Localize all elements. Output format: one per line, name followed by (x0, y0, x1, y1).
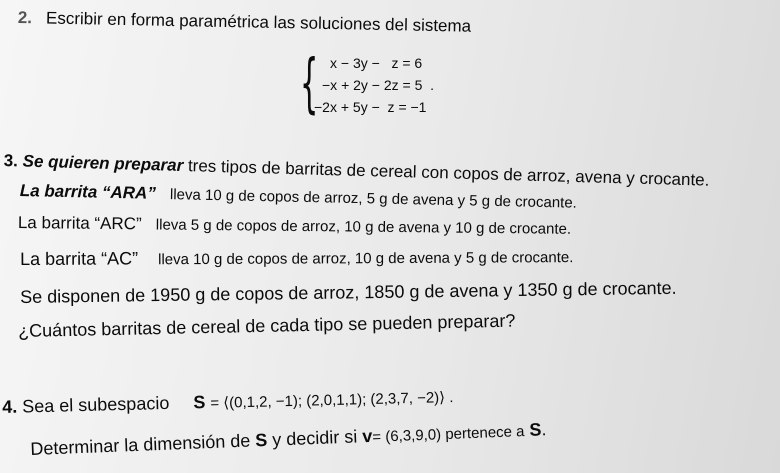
barrita-arc-line (18, 214, 571, 237)
problem-2-statement: Escribir en forma paramétrica las soluciones del sistema (45, 8, 472, 36)
subspace-symbol: S (193, 392, 206, 413)
barrita-arc-text: lleva 5 g de copos de arroz, 10 g de avena y 10 g de crocante. (155, 216, 572, 238)
problem-4-number: 4. (1, 396, 18, 417)
task-vector-v: v (361, 425, 373, 447)
barrita-ac-label: La barrita “AC” (19, 248, 139, 269)
equation-3: −2x + 5y − z = −1 (314, 99, 427, 115)
problem-4-task (30, 420, 547, 458)
task-symbol-s-2: S (529, 419, 542, 440)
problem-3-intro-lead: Se quieren preparar (22, 151, 184, 176)
barrita-ac-line (20, 247, 573, 268)
problem-2-number: 2. (17, 8, 33, 28)
problem-2-title (18, 9, 472, 35)
problem-3-question: ¿Cuántos barritas de cereal de cada tipo se pueden preparar? (17, 310, 516, 341)
problem-4-intro-text: Sea el subespacio (22, 392, 170, 417)
equation-1: x − 3y − z = 6 (330, 55, 423, 71)
barrita-ara-text: lleva 10 g de copos de arroz, 5 g de avena y 5 g de crocante. (169, 186, 577, 212)
task-end: . (541, 419, 547, 440)
problem-3-number: 3. (3, 151, 19, 171)
linear-system (300, 47, 500, 122)
disponen-line: Se disponen de 1950 g de copos de arroz, 1850 g de avena y 1350 g de crocante. (19, 277, 677, 307)
task-part-2: y decidir si (271, 426, 358, 450)
task-symbol-s-1: S (254, 429, 268, 451)
task-part-1: Determinar la dimensión de (29, 430, 251, 459)
barrita-ac-text: lleva 10 g de copos de arroz, 10 g de avena y 5 g de crocante. (158, 249, 574, 269)
task-part-3: = (6,3,9,0) pertenece a (372, 423, 525, 446)
system-brace: { (300, 47, 319, 121)
barrita-arc-label: La barrita “ARC” (17, 213, 142, 234)
problem-3-intro-rest: tres tipos de barritas de cereal con copos de arroz, avena y crocante. (187, 156, 710, 190)
problem-4-intro (2, 387, 454, 416)
equation-2: −x + 2y − 2z = 5 . (322, 77, 435, 93)
subspace-definition: = ⟨(0,1,2, −1); (2,0,1,1); (2,3,7, −2)⟩ . (210, 388, 454, 412)
barrita-ara-label: La barrita “ARA” (19, 181, 157, 203)
barrita-ara-line (20, 182, 577, 211)
